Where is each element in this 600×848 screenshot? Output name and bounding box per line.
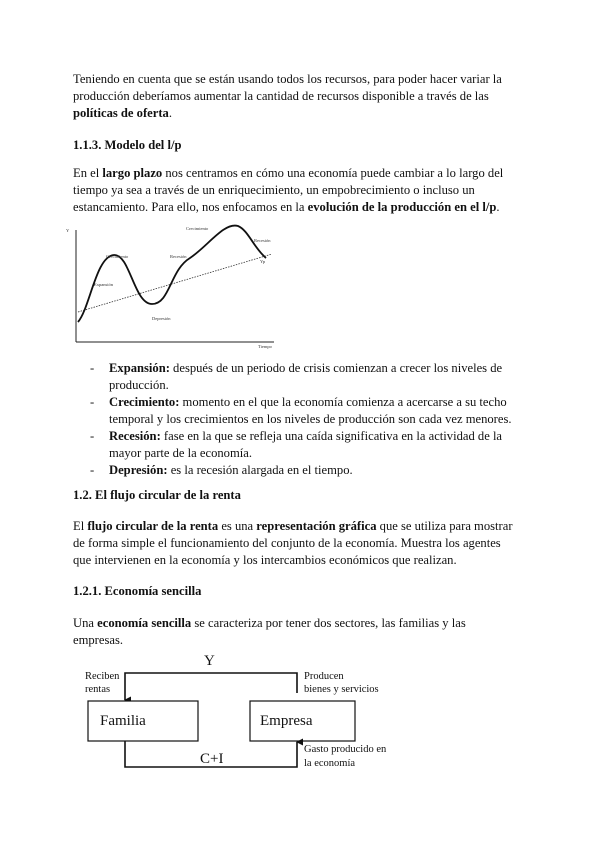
list-item-expansion: [90, 360, 520, 394]
flow-top-label: Y: [204, 653, 215, 669]
y-axis-label: Y: [66, 228, 70, 233]
list-item-recesion: [90, 428, 520, 462]
intro-paragraph: [73, 71, 513, 122]
bullet-term: Recesión:: [109, 429, 161, 443]
modelo-lp-text-2: nos centramos en cómo una economía puede cambiar a lo largo del tiempo ya sea a través de un enriquecimiento, un empobrecimiento o incluso un estancamiento. Para ello, nos enfocamos en la: [73, 166, 504, 214]
list-item-depresion: [90, 462, 520, 479]
heading-modelo-lp: 1.1.3. Modelo del l/p: [73, 138, 182, 152]
flow-bottom-label: C+I: [200, 751, 224, 767]
business-cycle-diagram: [62, 222, 282, 350]
phase-label-recesion-1: Recesión: [170, 254, 187, 259]
modelo-lp-paragraph: [73, 165, 513, 216]
producen-label-line2: bienes y servicios: [304, 684, 379, 695]
gasto-label-line2: la economía: [304, 758, 356, 769]
economia-text-2: se caracteriza por tener dos sectores, las familias y las empresas.: [73, 616, 466, 647]
heading-economia-sencilla: 1.2.1. Economía sencilla: [73, 584, 202, 598]
flujo-text-2: es una: [218, 519, 257, 533]
flow-top-arrow: [125, 673, 297, 700]
flujo-text-1: El: [73, 519, 88, 533]
bullet-text: es la recesión alargada en el tiempo.: [167, 463, 353, 477]
modelo-lp-text-3: .: [496, 200, 500, 214]
bullet-term: Depresión:: [109, 463, 168, 477]
modelo-lp-bold-evolucion: evolución de la producción en el l/p: [307, 200, 497, 214]
phase-label-expansion: Expansión: [94, 282, 113, 287]
circular-flow-diagram: [82, 645, 400, 780]
bullet-dash: -: [90, 463, 95, 477]
heading-flujo-circular: 1.2. El flujo circular de la renta: [73, 488, 241, 502]
economia-bold: economía sencilla: [97, 616, 192, 630]
bullet-term: Crecimiento:: [109, 395, 180, 409]
bullet-text: momento en el que la economía comienza a acercarse a su techo temporal y los crecimientos en los niveles de producción son cada vez menores.: [109, 395, 512, 426]
bullet-dash: -: [90, 395, 95, 409]
flujo-bold-flujo-circular: flujo circular de la renta: [87, 519, 219, 533]
flujo-text-3: que se utiliza para mostrar de forma simple el funcionamiento del conjunto de la economía. Muestra los agentes que intervienen en la economía y los intercambios económicos que realizan.: [73, 519, 513, 567]
intro-text-end: .: [168, 106, 172, 120]
phase-label-recesion-2: Recesión: [254, 238, 271, 243]
reciben-label-line1: Reciben: [85, 671, 120, 682]
intro-bold-politicas: políticas de oferta: [73, 106, 169, 120]
flujo-circular-paragraph: [73, 518, 513, 569]
reciben-label-line2: rentas: [85, 684, 111, 695]
economia-sencilla-paragraph: [73, 615, 513, 649]
cycle-phases-list: [90, 360, 520, 479]
phase-label-depresion: Depresión: [152, 316, 171, 321]
familia-label: Familia: [100, 713, 146, 729]
modelo-lp-text-1: En el: [73, 166, 103, 180]
trend-label: Yp: [260, 259, 266, 264]
x-axis-label: Tiempo: [258, 344, 272, 349]
economia-text-1: Una: [73, 616, 98, 630]
flujo-bold-representacion: representación gráfica: [256, 519, 377, 533]
modelo-lp-bold-largo-plazo: largo plazo: [102, 166, 163, 180]
bullet-term: Expansión:: [109, 361, 170, 375]
bullet-dash: -: [90, 429, 95, 443]
gasto-label-line1: Gasto producido en: [304, 744, 387, 755]
phase-label-crecimiento-2: Crecimiento: [186, 226, 209, 231]
bullet-text: después de un periodo de crisis comienzan a crecer los niveles de producción.: [109, 361, 503, 392]
producen-label-line1: Producen: [304, 671, 344, 682]
empresa-label: Empresa: [260, 713, 313, 729]
phase-label-crecimiento-1: Crecimiento: [106, 254, 129, 259]
cycle-curve: [78, 226, 266, 322]
bullet-dash: -: [90, 361, 95, 375]
list-item-crecimiento: [90, 394, 520, 428]
intro-text: Teniendo en cuenta que se están usando todos los recursos, para poder hacer variar la producción deberíamos aumentar la cantidad de recursos disponible a través de las: [73, 72, 502, 103]
bullet-text: fase en la que se refleja una caída significativa en la actividad de la mayor parte de la economía.: [109, 429, 503, 460]
